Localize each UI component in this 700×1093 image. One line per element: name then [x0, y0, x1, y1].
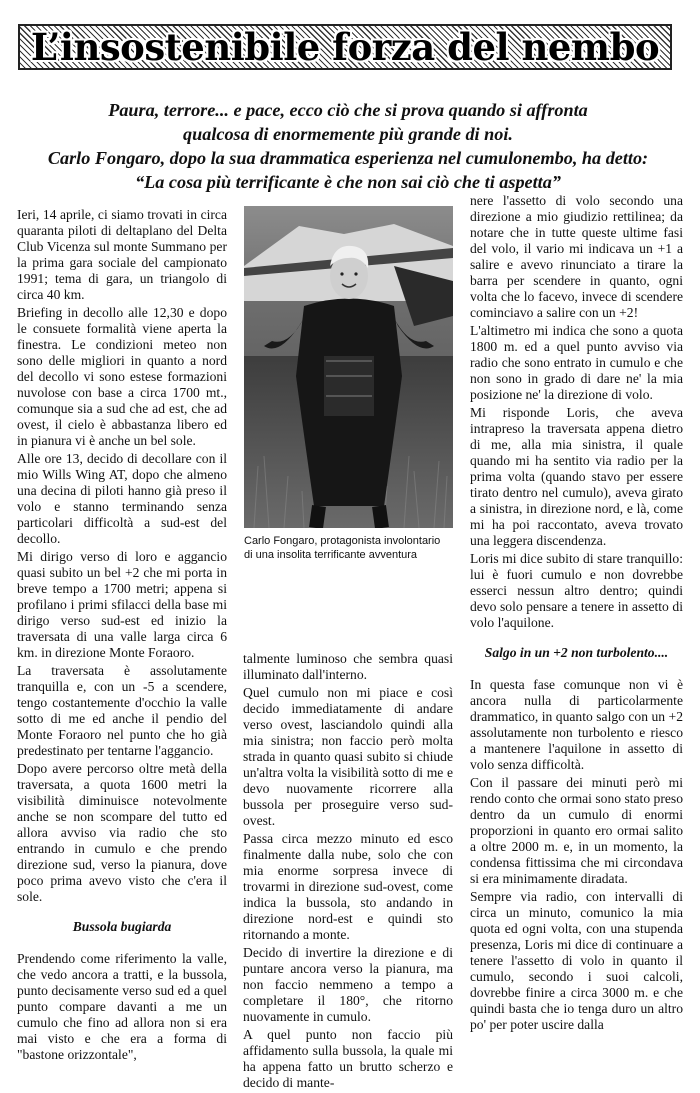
paragraph: Passa circa mezzo minuto ed esco finalmente dalla nube, solo che con mia enorme sorpresa invece di trovarmi in direzione sud-ovest, come indica la bussola, sto andando in direzione nord-est e quindi sto ritornando a monte.	[243, 831, 453, 942]
paragraph: A quel punto non faccio più affidamento sulla bussola, la quale mi ha appena fatto un brutto scherzo e decido di mante-	[243, 1027, 453, 1090]
pilot-photo	[244, 206, 453, 528]
photo-illustration	[244, 206, 453, 528]
subtitle-line: “La cosa più terrificante è che non sai ciò che ti aspetta”	[135, 172, 561, 192]
paragraph: Sempre via radio, con intervalli di circa un minuto, comunico la mia quota ed ogni volta, con una stupenda presenza, Loris mi dice di continuare a tenere l'assetto di volo in quanto il cumulo, secondo i suoi calcoli, dovrebbe finire a circa 3000 m. e che quindi basta che io tenga duro un altro po' per poter uscire dalla	[470, 889, 683, 1032]
text-column-3	[470, 193, 683, 1035]
caption-line: Carlo Fongaro, protagonista involontario	[244, 535, 441, 547]
paragraph: Briefing in decollo alle 12,30 e dopo le consuete formalità viene aperta la finestra. Le condizioni meteo non sono delle migliori in quanto a nord del decollo vi sono estese formazioni nuvolose con base a circa 1700 mt., comunque sia a sud che ad est, che ad ovest, il cielo è abbastanza libero ed in pianura vi è anche un bel sole.	[17, 305, 227, 448]
paragraph: Quel cumulo non mi piace e così decido immediatamente di andare verso ovest, lasciandolo quindi alla mia sinistra; non faccio però molta strada in quanto quasi subito si chiude un'altra volta la visibilità sotto di me e devo nuovamente ricorrere alla bussola per proseguire verso sud-ovest.	[243, 685, 453, 828]
paragraph: Alle ore 13, decido di decollare con il mio Wills Wing AT, dopo che almeno una decina di piloti hanno già preso il volo e stanno terminando senza particolari difficoltà a sud-est del decollo.	[17, 451, 227, 546]
paragraph: Mi risponde Loris, che aveva intrapreso la traversata appena dietro di me, alla mia sinistra, il quale quando mi ha sentito via radio per la prima volta (quando stavo per essere tirato dentro nel cumulo), aveva girato a sinistra, in direzione nord, e là, come mi ha poi raccontato, aveva trovato una leggera discendenza.	[470, 405, 683, 548]
paragraph: nere l'assetto di volo secondo una direzione a mio giudizio rettilinea; da notare che in tutte queste ultime fasi del volo, il vario mi indicava un +1 a salire e avevo rinunciato a tirare la barra per scendere in quanto, ogni volta che lo facevo, invece di scendere cominciavo a salire con un +2!	[470, 193, 683, 320]
article-title: L’insostenibile forza del nembo	[30, 24, 660, 69]
paragraph: La traversata è assolutamente tranquilla e, con un -5 a scendere, tengo costantemente d'occhio la valle sotto di me ed anche il pendio del Monte Foraoro nel punto che ho già predestinato per tentarne l'aggancio.	[17, 663, 227, 758]
subtitle-line: Paura, terrore... e pace, ecco ciò che si prova quando si affronta	[108, 100, 588, 120]
caption-line: di una insolita terrificante avventura	[244, 549, 418, 561]
subtitle-line: Carlo Fongaro, dopo la sua drammatica esperienza nel cumulonembo, ha detto:	[47, 148, 649, 168]
paragraph: Con il passare dei minuti però mi rendo conto che ormai sono stato preso dentro da un cumulo di enormi proporzioni in quanto ero ormai salito a oltre 2000 m. e, in un momento, la condensa fittissima che mi circondava si era minimamente diradata.	[470, 775, 683, 886]
paragraph: Mi dirigo verso di loro e aggancio quasi subito un bel +2 che mi porta in breve tempo a 1700 metri; appena si profilano i primi sfilacci della base mi dirigo verso sud-est ed inizio la traversata di una valle larga circa 6 km. in direzione Monte Foraoro.	[17, 549, 227, 660]
section-heading: Salgo in un +2 non turbolento....	[484, 645, 669, 660]
text-column-1	[17, 207, 227, 1065]
paragraph: Ieri, 14 aprile, ci siamo trovati in circa quaranta piloti di deltaplano del Delta Club Vicenza sul monte Summano per la prima gara sociale del campionato 1991; tema di gara, un triangolo di circa 40 km.	[17, 207, 227, 302]
title-banner	[18, 24, 672, 70]
paragraph: Decido di invertire la direzione e di puntare ancora verso la pianura, ma non faccio nemmeno a tempo a completare il 180°, che ritorno nuovamente in cumulo.	[243, 945, 453, 1024]
paragraph: L'altimetro mi indica che sono a quota 1800 m. ed a quel punto avviso via radio che sono entrato in cumulo e che non sono in grado di dare ne' la mia posizione ne' la direzione di volo.	[470, 323, 683, 402]
text-column-2	[243, 651, 453, 1093]
article-subtitle	[20, 98, 676, 194]
paragraph: talmente luminoso che sembra quasi illuminato dall'interno.	[243, 651, 453, 682]
paragraph: Dopo avere percorso oltre metà della traversata, a quota 1600 metri la visibilità diminuisce notevolmente anche se non scompare del tutto ed allora avviso via radio che sto entrando in cumulo e che prendo direzione sud, verso la pianura, dove poco prima avevo visto che c'era il sole.	[17, 761, 227, 904]
paragraph: Loris mi dice subito di stare tranquillo: lui è fuori cumulo e non dovrebbe esserci nessun altro dentro; quindi devo solo pensare a tenere in assetto di volo l'aquilone.	[470, 551, 683, 630]
section-heading: Bussola bugiarda	[72, 919, 172, 934]
paragraph: In questa fase comunque non vi è ancora nulla di particolarmente drammatico, in quanto salgo con un +2 assolutamente non turbolento e riesco a mantenere l'aquilone in assetto di volo senza difficoltà.	[470, 677, 683, 772]
paragraph: Prendendo come riferimento la valle, che vedo ancora a tratti, e la bussola, punto decisamente verso sud ed a quel punto compare davanti a me un cumulo che fino ad allora non si era mai visto e che era a forma di "bastone orizzontale",	[17, 951, 227, 1062]
subtitle-line: qualcosa di enormemente più grande di noi.	[183, 124, 513, 144]
photo-caption	[244, 534, 456, 562]
